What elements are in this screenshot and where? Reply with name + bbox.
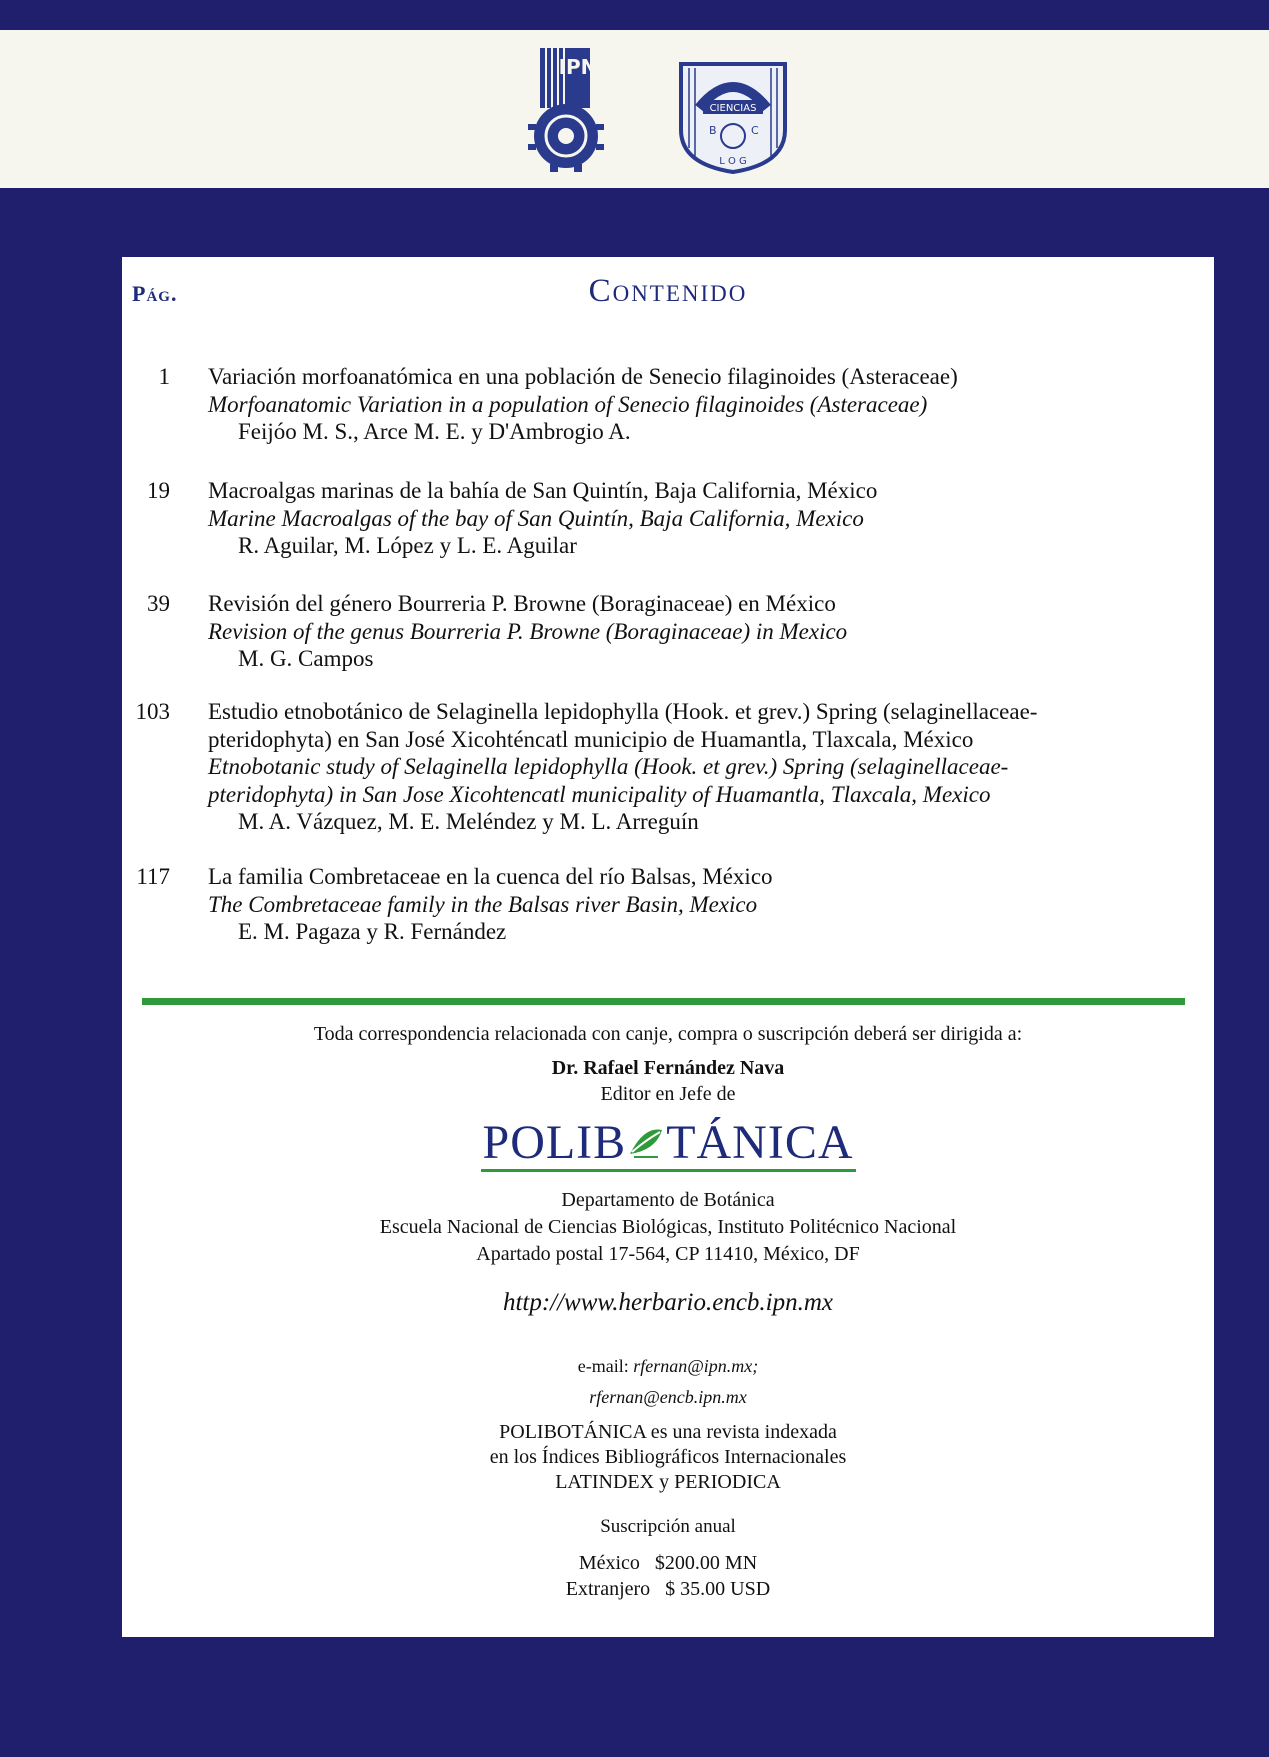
toc-page-number: 1 [158, 364, 170, 389]
toc-title-en: Etnobotanic study of Selaginella lepidophylla (Hook. et grev.) Spring (selaginellaceae- [208, 754, 1009, 779]
toc-title-es: La familia Combretaceae en la cuenca del río Balsas, México [208, 864, 773, 889]
contents-panel [122, 257, 1214, 1637]
toc-authors: Feijóo M. S., Arce M. E. y D'Ambrogio A. [238, 419, 631, 444]
green-divider [142, 998, 1185, 1005]
toc-page-number: 39 [147, 591, 170, 616]
journal-logo [122, 1117, 1214, 1172]
indexing-line: POLIBOTÁNICA es una revista indexada [499, 1421, 837, 1443]
email-link[interactable]: rfernan@encb.ipn.mx [589, 1387, 747, 1407]
subscription-title: Suscripción anual [600, 1516, 736, 1537]
toc-authors: E. M. Pagaza y R. Fernández [238, 919, 507, 944]
toc-authors: M. G. Campos [238, 646, 374, 671]
editor-role: Editor en Jefe de [600, 1083, 736, 1105]
toc-title-en: Morfoanatomic Variation in a population of Senecio filaginoides (Asteraceae) [208, 391, 928, 417]
toc-title-es: Revisión del género Bourreria P. Browne (Boraginaceae) en México [208, 591, 836, 616]
toc-title-en: Revision of the genus Bourreria P. Browne (Boraginaceae) in Mexico [208, 618, 848, 644]
toc-page-number: 103 [135, 699, 170, 724]
contents-title: Contenido [588, 273, 748, 309]
correspondence-intro: Toda correspondencia relacionada con canje, compra o suscripción deberá ser dirigida a: [313, 1023, 1023, 1045]
indexing-note [122, 1420, 1214, 1495]
page-column-label: Pág. [132, 281, 178, 306]
toc-authors: M. A. Vázquez, M. E. Meléndez y M. L. Arreguín [238, 809, 699, 834]
email-link[interactable]: rfernan@ipn.mx; [633, 1356, 759, 1376]
price-mexico: México $200.00 MN [578, 1552, 758, 1574]
toc-page-number: 19 [147, 478, 170, 503]
svg-text:B: B [709, 124, 717, 137]
editor-name: Dr. Rafael Fernández Nava [551, 1057, 785, 1079]
toc-title-en: The Combretaceae family in the Balsas river Basin, Mexico [208, 891, 758, 917]
toc-authors: R. Aguilar, M. López y L. E. Aguilar [238, 533, 577, 558]
journal-name-part2: TÁNICA [666, 1116, 854, 1169]
svg-text:C: C [751, 124, 759, 137]
address-line: Departamento de Botánica [561, 1189, 775, 1211]
email-label: e-mail: [577, 1356, 629, 1376]
website-link[interactable]: http://www.herbario.encb.ipn.mx [502, 1289, 834, 1316]
top-band [0, 30, 1269, 188]
subscription-prices [122, 1550, 1214, 1602]
indexing-line: en los Índices Bibliográficos Internacionales [489, 1446, 847, 1468]
leaf-icon [626, 1119, 666, 1155]
toc-title-es: Macroalgas marinas de la bahía de San Quintín, Baja California, México [208, 478, 878, 503]
encb-logo [675, 48, 791, 174]
address-block [122, 1187, 1214, 1268]
ipn-logo [520, 44, 612, 174]
journal-name-part1: POLIB [482, 1116, 627, 1169]
email-line [122, 1356, 1214, 1377]
toc-page-number: 117 [136, 864, 170, 889]
toc-title-es: pteridophyta) en San José Xicohténcatl municipio de Huamantla, Tlaxcala, México [208, 726, 974, 752]
price-foreign: Extranjero $ 35.00 USD [565, 1578, 771, 1600]
toc-title-es: Variación morfoanatómica en una población de Senecio filaginoides (Asteraceae) [208, 364, 958, 389]
address-line: Escuela Nacional de Ciencias Biológicas, Instituto Politécnico Nacional [379, 1216, 957, 1238]
address-line: Apartado postal 17-564, CP 11410, México, DF [476, 1243, 860, 1265]
svg-text:L O G: L O G [719, 156, 747, 167]
toc-title-en: pteridophyta) in San Jose Xicohtencatl municipality of Huamantla, Tlaxcala, Mexico [208, 781, 991, 807]
svg-text:IPN: IPN [558, 55, 598, 79]
toc-title-es: Estudio etnobotánico de Selaginella lepidophylla (Hook. et grev.) Spring (selaginellaceae- [208, 699, 1038, 724]
toc-title-en: Marine Macroalgas of the bay of San Quintín, Baja California, Mexico [208, 505, 864, 531]
svg-text:CIENCIAS: CIENCIAS [709, 103, 757, 114]
indexing-line: LATINDEX y PERIODICA [555, 1471, 781, 1493]
